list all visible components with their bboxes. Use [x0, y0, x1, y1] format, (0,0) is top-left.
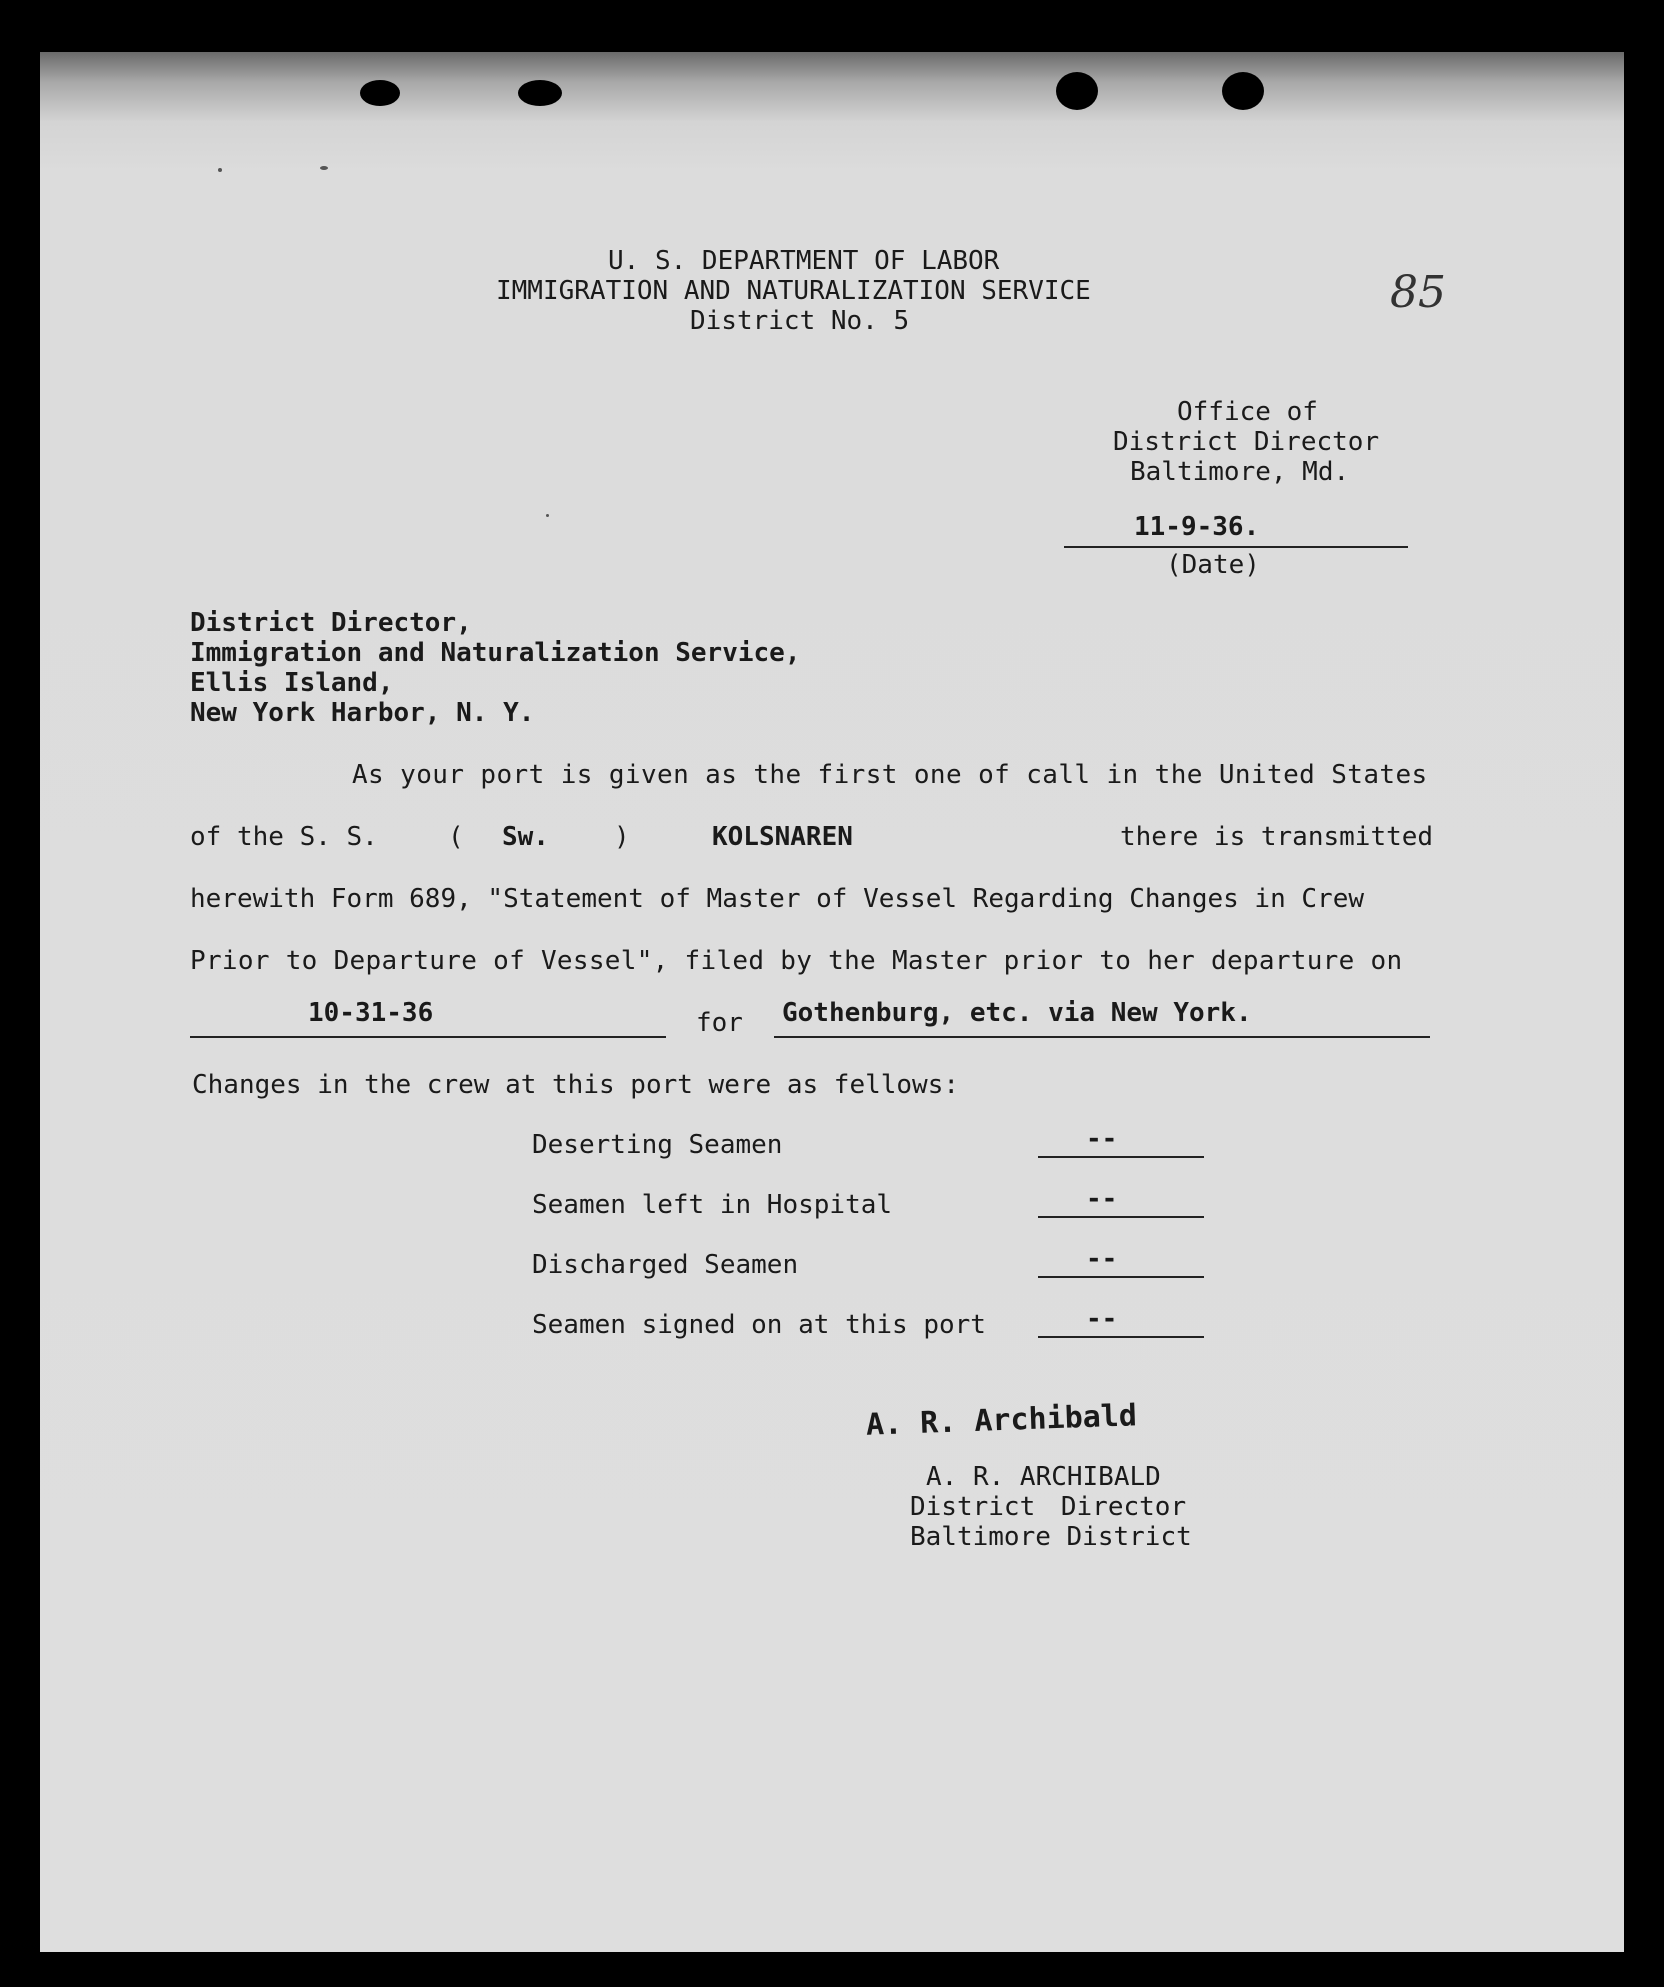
- change-row-value: --: [1086, 1124, 1118, 1154]
- change-row-label: Seamen left in Hospital: [532, 1190, 893, 1220]
- vessel-nationality: Sw.: [502, 822, 549, 852]
- handwritten-page-number: 85: [1390, 267, 1446, 318]
- destination-rule: [774, 1036, 1430, 1038]
- change-row-value: --: [1086, 1304, 1118, 1334]
- header-district: District No. 5: [690, 306, 910, 336]
- vessel-name: KOLSNAREN: [712, 822, 853, 852]
- change-row-value: --: [1086, 1244, 1118, 1274]
- header-department: U. S. DEPARTMENT OF LABOR: [608, 246, 1000, 276]
- speck: [320, 166, 328, 170]
- change-row-rule: [1038, 1336, 1204, 1338]
- body-line-2-start: of the S. S.: [190, 822, 378, 852]
- change-row-rule: [1038, 1216, 1204, 1218]
- nationality-close-paren: ): [614, 822, 630, 852]
- header-service: IMMIGRATION AND NATURALIZATION SERVICE: [496, 276, 1091, 306]
- office-line-2: District Director: [1113, 427, 1380, 457]
- office-line-3: Baltimore, Md.: [1130, 457, 1350, 487]
- binder-hole: [518, 80, 562, 106]
- body-line-4: Prior to Departure of Vessel", filed by the Master prior to her departure on: [190, 946, 1403, 976]
- nationality-open-paren: (: [448, 822, 464, 852]
- signature-stamp: A. R. Archibald: [865, 1398, 1138, 1443]
- document-page: [40, 52, 1624, 1952]
- addressee-line-2: Immigration and Naturalization Service,: [190, 638, 801, 668]
- date-rule: [1064, 546, 1408, 548]
- date-label: (Date): [1166, 550, 1260, 580]
- change-row-label: Deserting Seamen: [532, 1130, 783, 1160]
- body-line-1: As your port is given as the first one of call in the United States: [352, 760, 1428, 790]
- speck: [546, 514, 549, 517]
- body-line-3: herewith Form 689, "Statement of Master of Vessel Regarding Changes in Crew: [190, 884, 1364, 914]
- binder-hole: [360, 80, 400, 106]
- addressee-line-1: District Director,: [190, 608, 472, 638]
- signer-district: Baltimore District: [910, 1522, 1192, 1552]
- office-line-1: Office of: [1177, 397, 1318, 427]
- change-row-rule: [1038, 1276, 1204, 1278]
- addressee-line-4: New York Harbor, N. Y.: [190, 698, 535, 728]
- speck: [218, 168, 222, 172]
- addressee-line-3: Ellis Island,: [190, 668, 394, 698]
- date-value: 11-9-36.: [1134, 512, 1260, 542]
- signer-name: A. R. ARCHIBALD: [926, 1462, 1161, 1492]
- binder-hole: [1056, 72, 1098, 110]
- departure-date-rule: [190, 1036, 666, 1038]
- destination: Gothenburg, etc. via New York.: [782, 998, 1252, 1028]
- changes-intro: Changes in the crew at this port were as fellows:: [192, 1070, 960, 1100]
- for-label: for: [696, 1008, 743, 1038]
- change-row-rule: [1038, 1156, 1204, 1158]
- body-line-2-end: there is transmitted: [1120, 822, 1434, 852]
- change-row-value: --: [1086, 1184, 1118, 1214]
- binder-hole: [1222, 72, 1264, 110]
- departure-date: 10-31-36: [308, 998, 434, 1028]
- signer-title: District Director: [910, 1492, 1187, 1522]
- change-row-label: Discharged Seamen: [532, 1250, 799, 1280]
- change-row-label: Seamen signed on at this port: [532, 1310, 986, 1340]
